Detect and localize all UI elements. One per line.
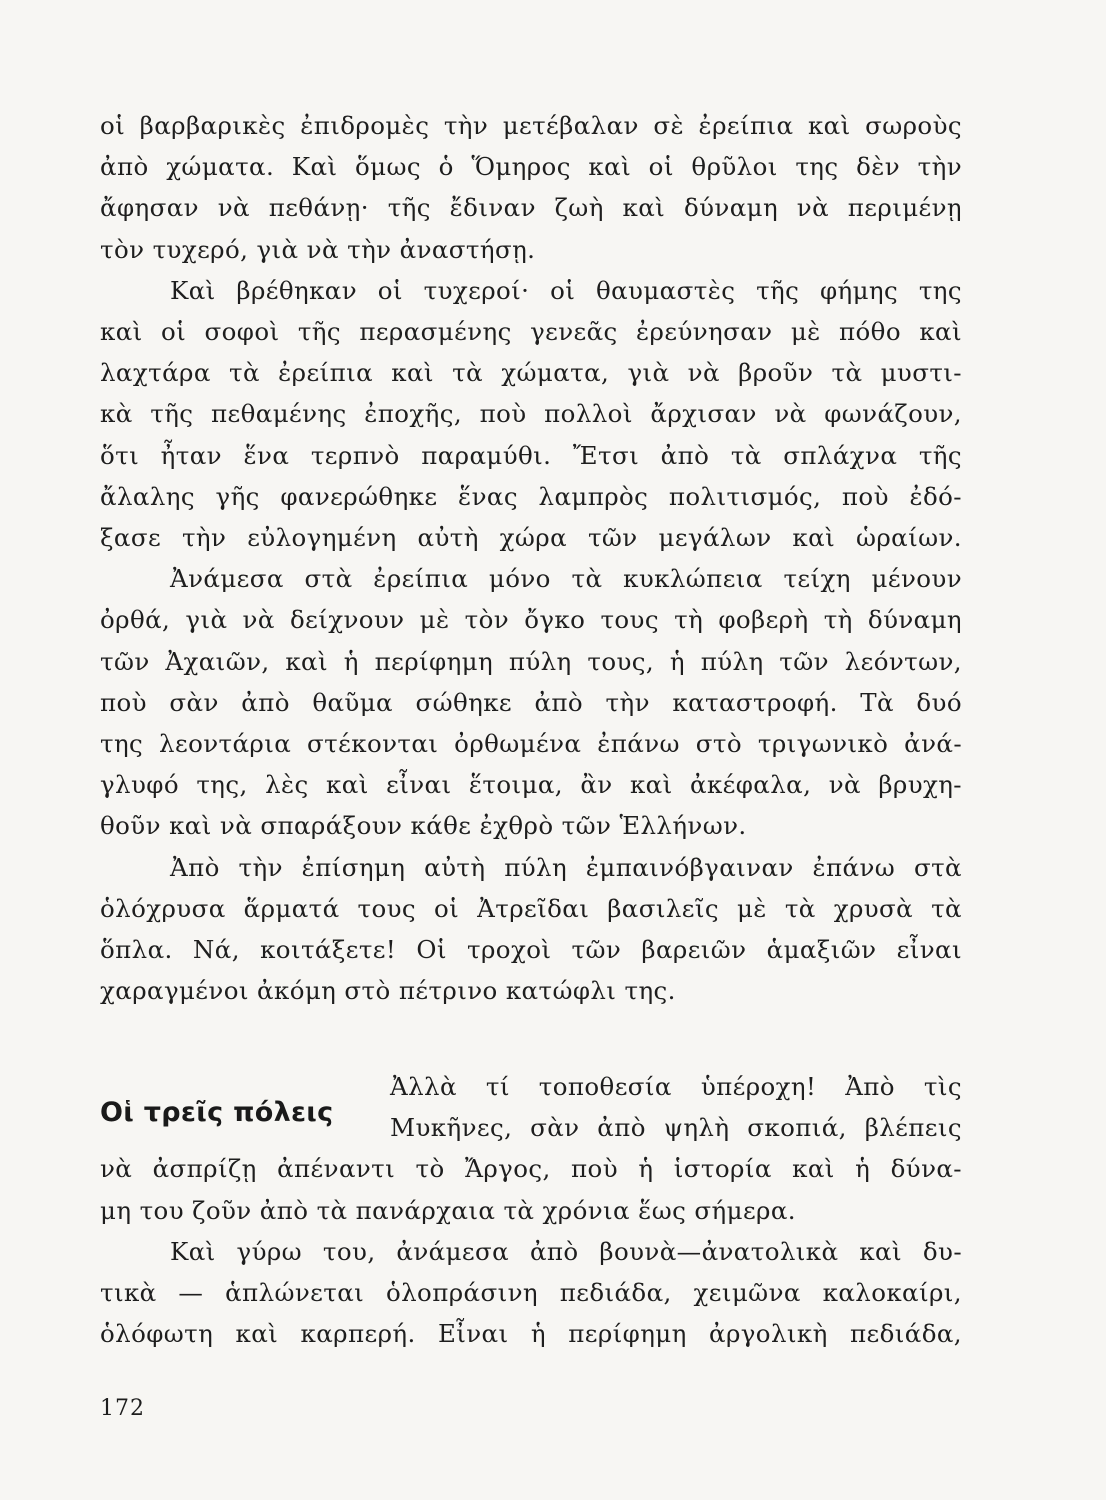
text-block-argos [100,1066,962,1354]
text-line: ἄλαλης γῆς φανερώθηκε ἕνας λαμπρὸς πολιτισμός, ποὺ ἐδό- [100,481,962,511]
text-line: ὁλόφωτη καὶ καρπερή. Εἶναι ἡ περίφημη ἀργολικὴ πεδιάδα, [100,1319,962,1349]
page-number: 172 [100,1396,145,1421]
text-line: ὅπλα. Νά, κοιτάξετε! Οἱ τροχοὶ τῶν βαρειῶν ἁμαξιῶν εἶναι [100,935,962,965]
text-line: νὰ ἀσπρίζῃ ἀπέναντι τὸ Ἄργος, ποὺ ἡ ἱστορία καὶ ἡ δύνα- [100,1154,962,1184]
text-line: ἄφησαν νὰ πεθάνῃ· τῆς ἔδιναν ζωὴ καὶ δύναμη νὰ περιμένῃ [100,193,962,223]
text-block-mycenae [100,105,962,1011]
paragraph-start: Καὶ γύρω του, ἀνάμεσα ἀπὸ βουνὰ—ἀνατολικὰ καὶ δυ- [170,1236,962,1266]
text-line: γλυφό της, λὲς καὶ εἶναι ἕτοιμα, ἂν καὶ ἀκέφαλα, νὰ βρυχη- [100,770,962,800]
text-line: καὶ οἱ σοφοὶ τῆς περασμένης γενεᾶς ἐρεύνησαν μὲ πόθο καὶ [100,317,962,347]
section-side-heading: Οἱ τρεῖς πόλεις [100,1097,334,1128]
text-line: τὸν τυχερό, γιὰ νὰ τὴν ἀναστήσῃ. [100,234,536,264]
text-line: ὁλόχρυσα ἅρματά τους οἱ Ἀτρεῖδαι βασιλεῖς μὲ τὰ χρυσὰ τὰ [100,893,962,923]
text-line: Μυκῆνες, σὰν ἀπὸ ψηλὴ σκοπιά, βλέπεις [390,1113,962,1143]
text-line: της λεοντάρια στέκονται ὀρθωμένα ἐπάνω στὸ τριγωνικὸ ἀνά- [100,729,962,759]
text-line: λαχτάρα τὰ ἐρείπια καὶ τὰ χώματα, γιὰ νὰ βροῦν τὰ μυστι- [100,358,962,388]
text-line: οἱ βαρβαρικὲς ἐπιδρομὲς τὴν μετέβαλαν σὲ ἐρείπια καὶ σωροὺς [100,111,962,140]
text-line: θοῦν καὶ νὰ σπαράξουν κάθε ἐχθρὸ τῶν Ἑλλήνων. [100,811,747,841]
text-line: ποὺ σὰν ἀπὸ θαῦμα σώθηκε ἀπὸ τὴν καταστροφή. Τὰ δυό [100,687,962,717]
text-line: κὰ τῆς πεθαμένης ἐποχῆς, ποὺ πολλοὶ ἄρχισαν νὰ φωνάζουν, [100,399,962,429]
text-line: ἀπὸ χώματα. Καὶ ὅμως ὁ Ὅμηρος καὶ οἱ θρῦλοι της δὲν τὴν [100,152,962,182]
text-line: ξασε τὴν εὐλογημένη αὐτὴ χώρα τῶν μεγάλων καὶ ὡραίων. [100,523,962,553]
paragraph-start: Ἀπὸ τὴν ἐπίσημη αὐτὴ πύλη ἐμπαινόβγαιναν ἐπάνω στὰ [170,852,962,882]
paragraph-start: Ἀνάμεσα στὰ ἐρείπια μόνο τὰ κυκλώπεια τείχη μένουν [170,564,962,594]
text-line: ὅτι ἦταν ἕνα τερπνὸ παραμύθι. Ἔτσι ἀπὸ τὰ σπλάχνα τῆς [100,440,962,470]
text-line: τῶν Ἀχαιῶν, καὶ ἡ περίφημη πύλη τους, ἡ πύλη τῶν λεόντων, [100,646,962,676]
text-line: ὀρθά, γιὰ νὰ δείχνουν μὲ τὸν ὄγκο τους τὴ φοβερὴ τὴ δύναμη [100,605,962,635]
paragraph-start: Καὶ βρέθηκαν οἱ τυχεροί· οἱ θαυμαστὲς τῆς φήμης της [170,275,962,305]
text-line: μη του ζοῦν ἀπὸ τὰ πανάρχαια τὰ χρόνια ἕως σήμερα. [100,1195,796,1225]
text-line: Ἀλλὰ τί τοποθεσία ὑπέροχη! Ἀπὸ τὶς [390,1072,962,1101]
text-line: τικὰ — ἁπλώνεται ὁλοπράσινη πεδιάδα, χειμῶνα καλοκαίρι, [100,1278,962,1308]
text-line: χαραγμένοι ἀκόμη στὸ πέτρινο κατώφλι της. [100,976,676,1006]
